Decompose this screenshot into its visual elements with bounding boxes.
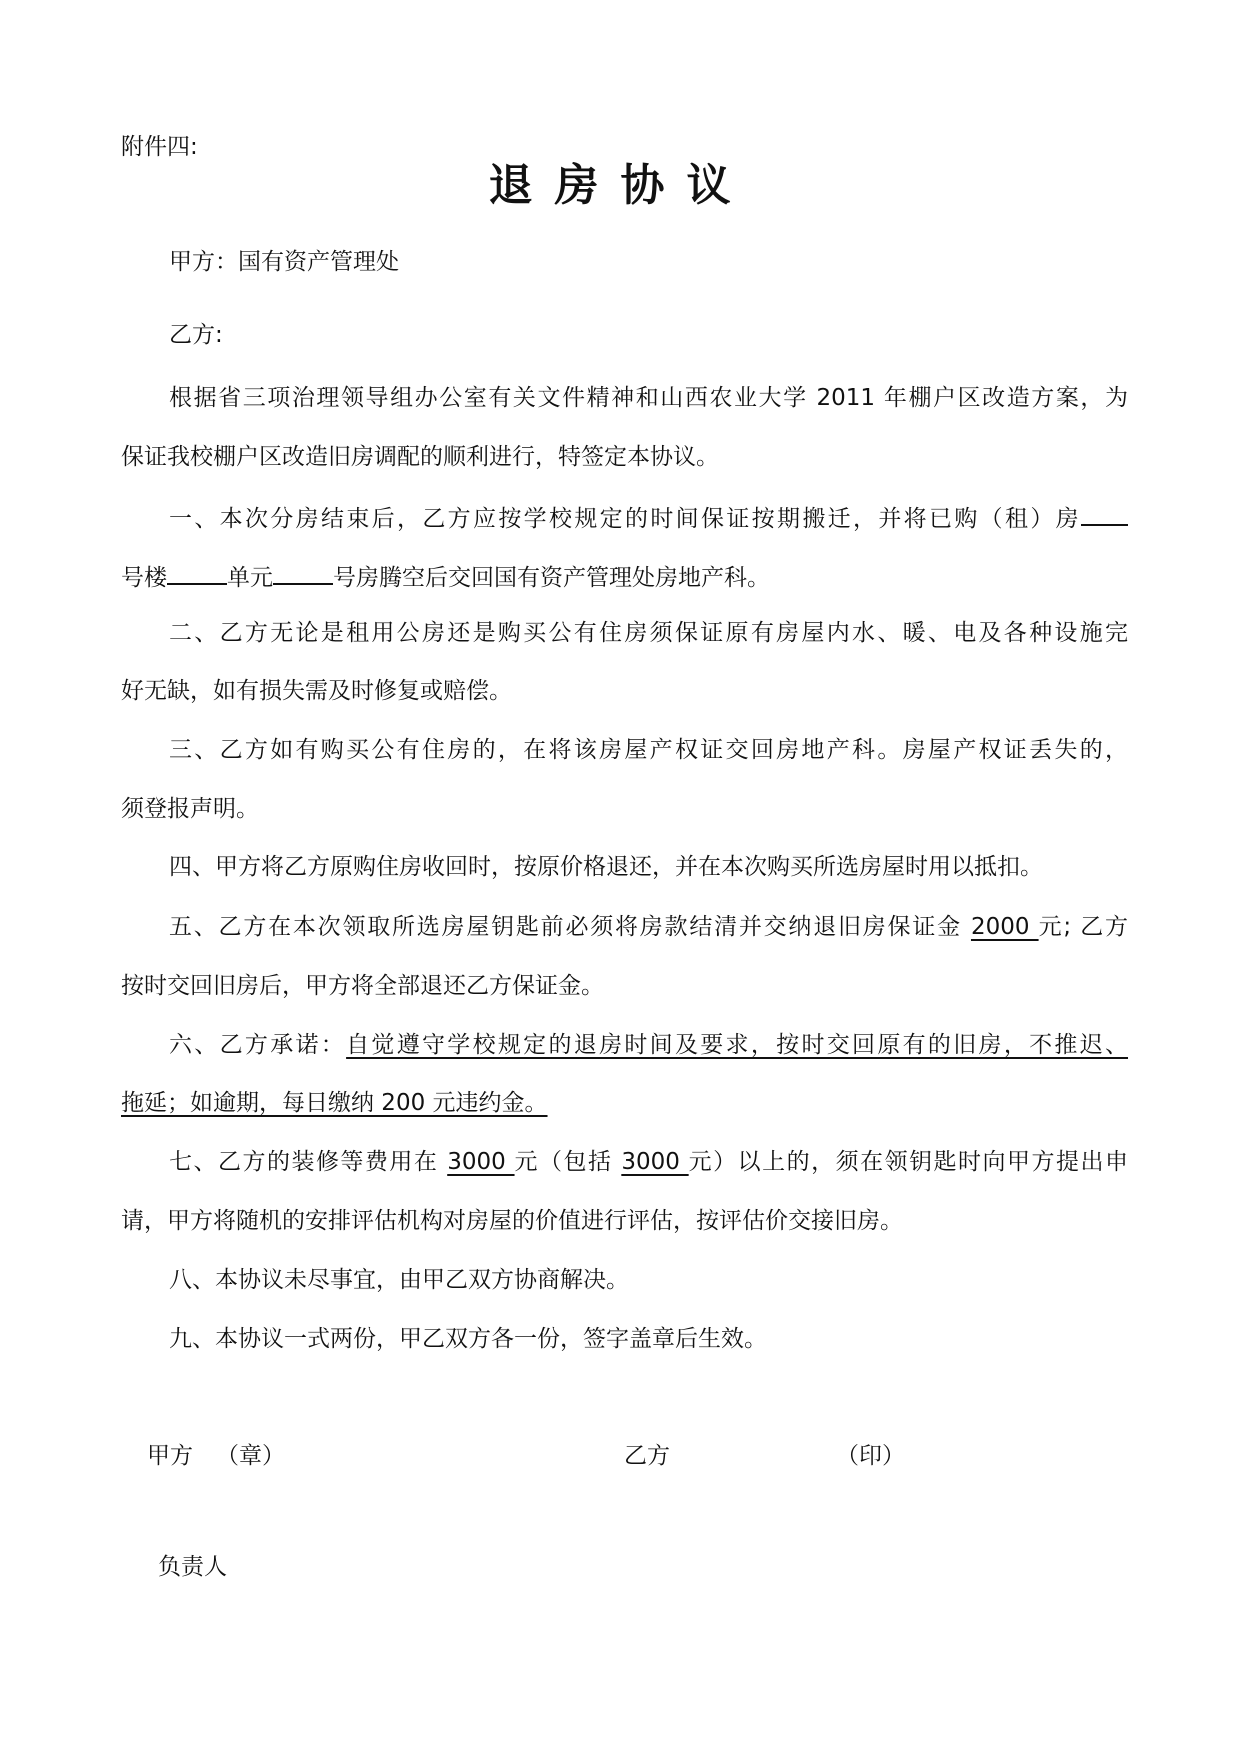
signature-stamp: （印） xyxy=(836,1443,905,1469)
fill-in-blank[interactable] xyxy=(167,559,227,585)
line-text: 六、乙方承诺： xyxy=(169,1032,347,1058)
line-text: 九、本协议一式两份，甲乙双方各一份，签字盖章后生效。 xyxy=(169,1326,767,1352)
underlined-text: 3000 xyxy=(447,1149,515,1175)
line-text: 三、乙方如有购买公有住房的，在将该房屋产权证交回房地产科。房屋产权证丢失的， xyxy=(169,737,1128,763)
line-text: 八、本协议未尽事宜，由甲乙双方协商解决。 xyxy=(169,1267,629,1293)
line-text: 单元 xyxy=(227,565,273,591)
fill-in-blank[interactable] xyxy=(273,559,333,585)
agreement-line xyxy=(169,735,1128,765)
agreement-line xyxy=(169,1147,1128,1177)
line-text: 号房腾空后交回国有资产管理处房地产科。 xyxy=(333,565,770,591)
agreement-line xyxy=(169,852,1043,882)
line-text: 四、甲方将乙方原购住房收回时，按原价格退还，并在本次购买所选房屋时用以抵扣。 xyxy=(169,854,1043,880)
agreement-line xyxy=(121,794,259,824)
line-text: 元）以上的，须在领钥匙时向甲方提出申 xyxy=(688,1149,1128,1175)
agreement-line xyxy=(121,1088,548,1118)
line-text: 二、乙方无论是租用公房还是购买公有住房须保证原有房屋内水、暖、电及各种设施完 xyxy=(169,620,1128,646)
agreement-line xyxy=(121,971,604,1001)
signature-seal: （章） xyxy=(216,1443,285,1469)
line-text: 七、乙方的装修等费用在 xyxy=(169,1149,448,1175)
line-text: 元（包括 xyxy=(514,1149,622,1175)
line-text: 好无缺，如有损失需及时修复或赔偿。 xyxy=(121,678,512,704)
agreement-line xyxy=(169,500,1128,534)
signature-party-b: 乙方 xyxy=(624,1443,670,1469)
party-b: 乙方: xyxy=(169,322,223,348)
line-text: 根据省三项治理领导组办公室有关文件精神和山西农业大学 2011 年棚户区改造方案，为 xyxy=(169,385,1128,411)
agreement-line xyxy=(169,1265,629,1295)
agreement-line xyxy=(121,676,512,706)
agreement-line xyxy=(121,442,719,472)
agreement-line xyxy=(169,618,1128,648)
agreement-line xyxy=(169,1030,1128,1060)
agreement-line xyxy=(169,912,1128,942)
underlined-text: 拖延；如逾期，每日缴纳 200 元违约金。 xyxy=(121,1090,548,1116)
agreement-line xyxy=(169,1324,767,1354)
underlined-text: 2000 xyxy=(970,914,1039,940)
line-text: 五、乙方在本次领取所选房屋钥匙前必须将房款结清并交纳退旧房保证金 xyxy=(169,914,971,940)
underlined-text: 自觉遵守学校规定的退房时间及要求，按时交回原有的旧房，不推迟、 xyxy=(346,1032,1129,1058)
line-text: 按时交回旧房后，甲方将全部退还乙方保证金。 xyxy=(121,973,604,999)
underlined-text: 3000 xyxy=(621,1149,689,1175)
fill-in-blank[interactable] xyxy=(1081,500,1128,526)
party-a: 甲方：国有资产管理处 xyxy=(169,249,399,275)
page-title: 退房协议 xyxy=(488,160,753,211)
agreement-line xyxy=(121,559,770,593)
line-text: 保证我校棚户区改造旧房调配的顺利进行，特签定本协议。 xyxy=(121,444,719,470)
signature-responsible: 负责人 xyxy=(158,1554,227,1580)
line-text: 元; 乙方 xyxy=(1038,914,1128,940)
line-text: 号楼 xyxy=(121,565,167,591)
line-text: 须登报声明。 xyxy=(121,796,259,822)
line-text: 请，甲方将随机的安排评估机构对房屋的价值进行评估，按评估价交接旧房。 xyxy=(121,1208,903,1234)
attachment-label: 附件四: xyxy=(121,134,198,160)
line-text: 一、本次分房结束后，乙方应按学校规定的时间保证按期搬迁，并将已购（租）房 xyxy=(169,506,1081,532)
agreement-line xyxy=(169,383,1128,413)
signature-party-a: 甲方 xyxy=(147,1443,193,1469)
agreement-line xyxy=(121,1206,903,1236)
